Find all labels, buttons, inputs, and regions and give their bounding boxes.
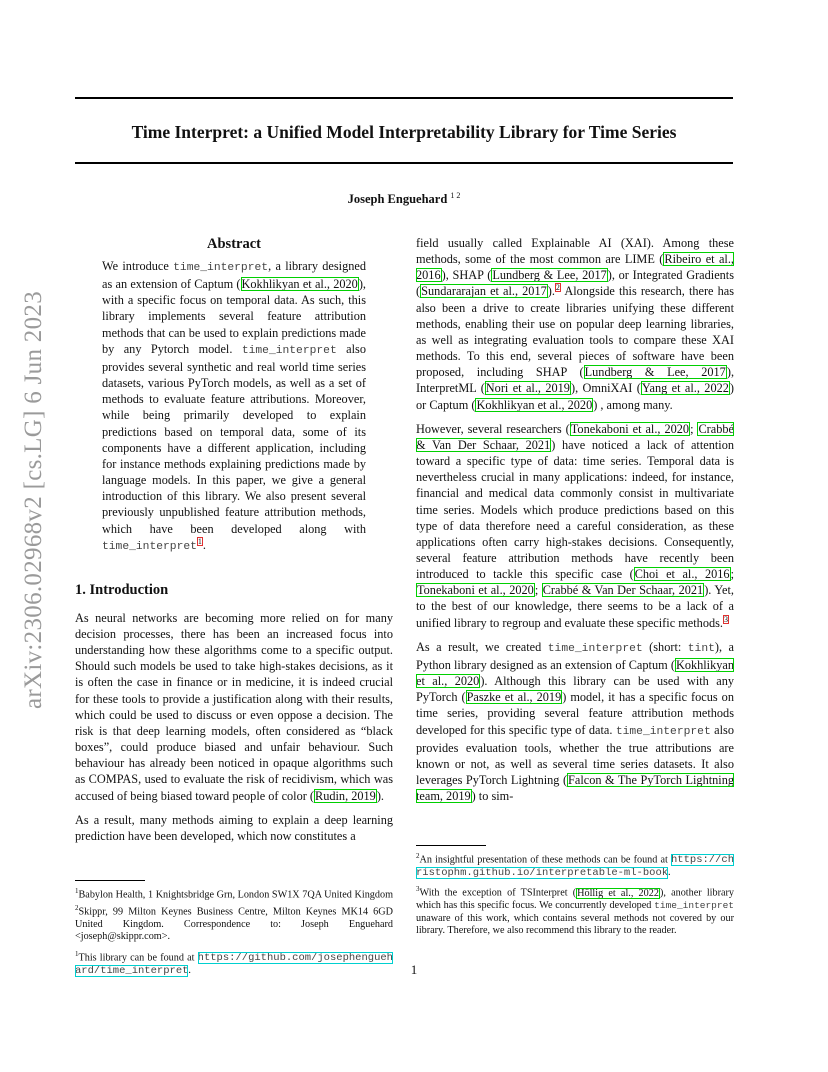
url-link[interactable]: https://christophm.github.io/interpretable-ml-book [416,854,734,879]
citation-link[interactable]: Yang et al., 2022 [641,381,729,396]
text-seg: ; [730,567,734,582]
text-seg: ), OmniXAI ( [570,381,641,396]
citation-link[interactable]: Sundararajan et al., 2017 [421,284,547,299]
right-paragraph-2 [416,421,734,631]
text-seg: ) have noticed a lack of attention toward a specific type of data: time series. Temporal data is nevertheless crucial in many applications: indeed, for instance, financial and medical data commonly consist in multivariate time series. Models which produce predictions based on this type of data therefore need a careful consideration, as these applications often carry high-stakes decisions. Consequently, several feature attribution methods have recently been introduced to tackle this specific case ( [416,437,734,582]
intro-paragraph-2: As a result, many methods aiming to explain a deep learning prediction have been developed, which now constitutes a [75,812,393,843]
text-seg: As a result, we created [416,639,548,654]
footnote-mark: 2 [75,903,79,912]
text-seg: ), a Python library designed as an extension of Captum ( [416,639,734,672]
citation-link[interactable]: Rudin, 2019 [315,788,376,803]
text-seg: ) model, it has a specific focus on time series, providing several feature attribution methods developed for this specific type of data. [416,690,734,737]
citation-link[interactable]: Crabbé & Van Der Schaar, 2021 [416,421,734,452]
footnote-methods [416,850,734,879]
text-seg: also provides evaluation tools, whether the true attributions are known or not, as well as several time series datasets. It also leverages PyTorch Lightning ( [416,722,734,787]
code-time-interpret: time_interpret [654,900,734,912]
footnote-mark: 3 [416,885,420,894]
text-seg: (short: [642,639,688,654]
intro-seg: As neural networks are becoming more relied on for many decision processes, there has been an increased focus into understanding how these algorithms come to a specific output. Should such models be used to take high-stakes decisions, as it is often the case in finance or in medicine, it is indeed crucial for these tools to provide a justification along with their results, which could be used to discuss or even oppose a decision. The risk is that deep learning models, often considered as “black boxes”, could produce biased and unfair behaviour. Such behaviour has already been noticed in opaque algorithms such as COMPAS, used to evaluate the risk of recidivism, which was accused of being biased toward people of color ( [75,610,393,803]
arxiv-stamp [14,291,54,709]
footnote-mark: 1 [75,887,79,895]
footnote-link[interactable]: 2 [555,283,560,293]
abstract-text [102,258,366,555]
abstract-seg: also provides several synthetic and real world time series datasets, various PyTorch models, as well as a set of methods to evaluate feature attributions. Moreover, while being primarily developed to explain predictions based on temporal data, some of its components have a different application, including for instance methods explaining predictions made by language models. In this paper, we give a general introduction of this library. We also present several previously unpublished feature attribution methods, which have been developed along with [102,341,366,536]
text-seg: ), InterpretML ( [416,365,735,396]
text-seg: ). [547,284,555,299]
code-tint: tint [687,642,715,655]
text-seg: Alongside this research, there has also been a drive to create libraries unifying these different methods, enabling their use on popular deep learning libraries, as well as integrating evaluation tools to compare these XAI methods. To this end, several pieces of software have been proposed, including SHAP ( [416,284,734,380]
citation-link[interactable]: Kokhlikyan et al., 2020 [476,397,593,412]
footnote-seg: unaware of this work, which contains several methods not covered by our library. Therefore, we also recommend this library to the reader. [416,912,734,937]
footnote-link[interactable]: 1 [197,536,202,546]
text-seg: ) , among many. [593,397,673,412]
abstract-seg: ), with a specific focus on temporal data. As such, this library implements several feature attribution methods that can be used to explain predictions made by any Pytorch model. [102,277,366,356]
footnote-mark: 1 [75,949,79,958]
abstract-seg: . [202,537,206,552]
title-bottom-rule [75,162,733,164]
intro-seg: ). [376,788,384,803]
footnote-seg: Skippr, 99 Milton Keynes Business Centre, Milton Keynes MK14 6GD United Kingdom. Correspondence to: Joseph Enguehard <joseph@skippr.com>. [75,906,393,943]
author-line [75,191,733,207]
footnote-seg: . [668,866,671,878]
text-seg: ) to sim- [471,789,514,804]
text-seg: ). Yet, to the best of our knowledge, there seems to be a lack of a unified library to regroup and evaluate these specific methods. [416,583,734,630]
citation-link[interactable]: Ribeiro et al., 2016 [416,252,734,283]
citation-link[interactable]: Nori et al., 2019 [485,381,570,396]
intro-paragraph-1 [75,610,393,804]
text-seg: ; [690,421,698,436]
footnote-mark: 2 [416,852,420,860]
title-top-rule [75,97,733,99]
text-seg: ). Although this library can be used with any PyTorch ( [416,674,734,705]
footnote-affiliations [75,885,393,944]
page-number: 1 [410,962,418,977]
arxiv-stamp-text: arXiv:2306.02968v2 [cs.LG] 6 Jun 2023 [20,291,47,709]
code-time-interpret: time_interpret [241,344,337,357]
citation-link[interactable]: Tonekaboni et al., 2020 [570,421,690,436]
footnote-seg: An insightful presentation of these methods can be found at [419,854,671,866]
footnote-rule [75,880,145,881]
footnote-seg: . [188,964,191,976]
text-seg: ), SHAP ( [441,268,492,283]
paper-title: Time Interpret: a Unified Model Interpretability Library for Time Series [131,122,677,142]
footnote-seg: This library can be found at [78,952,198,964]
abstract-seg: , a library designed as an extension of Captum ( [102,259,367,292]
url-link[interactable]: https://github.com/josephenguehard/time_interpret [75,952,393,977]
text-seg: field usually called Explainable AI (XAI). Among these methods, some of the most common are LIME ( [416,236,734,267]
code-time-interpret: time_interpret [102,540,197,553]
right-column [416,235,734,812]
citation-link[interactable]: Crabbé & Van Der Schaar, 2021 [542,583,704,598]
section-heading-introduction: 1. Introduction [75,581,169,598]
footnote-rule [416,845,486,846]
citation-link[interactable]: Tonekaboni et al., 2020 [417,583,534,598]
author-name: Joseph Enguehard [347,192,448,207]
text-seg: ; [534,583,542,598]
footnote-tsinterpret [416,883,734,937]
text-seg: However, several researchers ( [416,421,570,436]
right-paragraph-3 [416,639,734,805]
author-affiliations: 1 2 [450,191,461,200]
text-seg: ), or Integrated Gradients ( [416,268,734,299]
footnotes-right [416,845,734,942]
citation-link[interactable]: Lundberg & Lee, 2017 [492,268,607,283]
text-seg: ) or Captum ( [416,381,734,412]
footnote-seg: With the exception of TSInterpret ( [419,887,577,899]
citation-link[interactable]: Höllig et al., 2022 [577,887,659,899]
citation-link[interactable]: Choi et al., 2016 [634,567,730,582]
code-time-interpret: time_interpret [547,642,643,655]
left-column [75,235,393,852]
citation-link[interactable]: Paszke et al., 2019 [466,690,562,705]
code-time-interpret: time_interpret [615,725,711,738]
citation-link[interactable]: Lundberg & Lee, 2017 [584,365,726,380]
footnote-seg: Babylon Health, 1 Knightsbridge Grn, London SW1X 7QA United Kingdom [78,889,393,901]
citation-link[interactable]: Kokhlikyan et al., 2020 [241,277,358,292]
right-paragraph-1 [416,235,734,413]
abstract-heading: Abstract [207,236,261,252]
code-time-interpret: time_interpret [173,262,269,274]
footnote-link[interactable]: 3 [723,614,728,624]
citation-link[interactable]: Falcon & The PyTorch Lightning team, 2019 [416,773,734,804]
citation-link[interactable]: Kokhlikyan et al., 2020 [416,657,734,689]
footnote-seg: ), another library which has this specific focus. We concurrently developed [416,887,734,912]
abstract-seg: We introduce [102,259,174,273]
